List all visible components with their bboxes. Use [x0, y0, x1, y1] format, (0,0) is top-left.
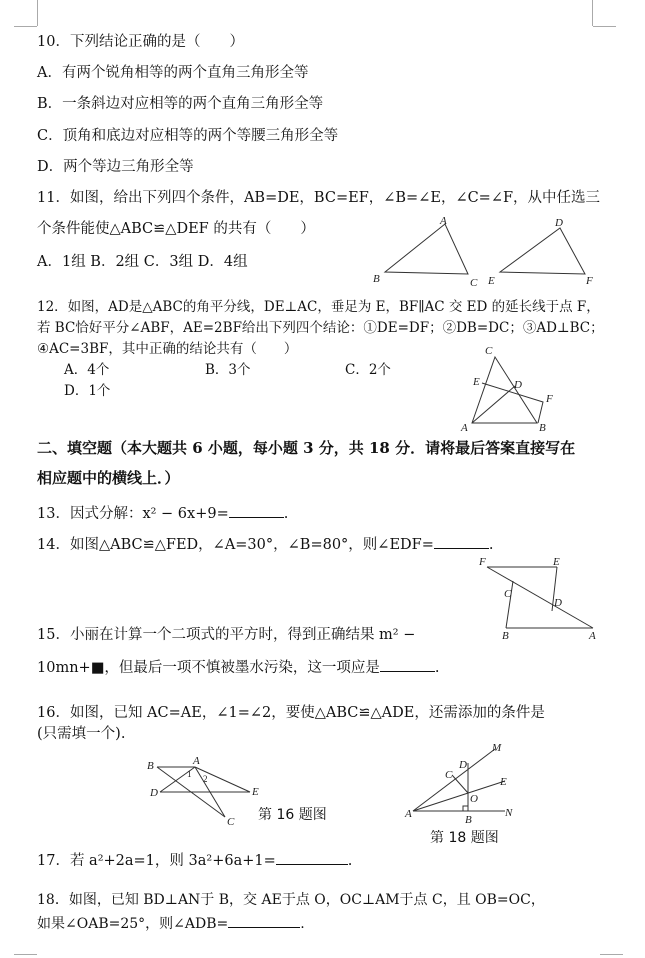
svg-text:2: 2	[203, 774, 208, 784]
q15-line2: 10mn+■，但最后一项不慎被墨水污染，这一项应是 .	[37, 657, 440, 677]
svg-text:A: A	[589, 630, 596, 642]
q10-option-d: D．两个等边三角形全等	[37, 159, 194, 175]
q15-line1: 15．小丽在计算一个二项式的平方时，得到正确结果 m² −	[37, 627, 416, 643]
q10-option-c: C．顶角和底边对应相等的两个等腰三角形全等	[37, 128, 339, 144]
q13: 13．因式分解：x² − 6x+9= .	[37, 503, 288, 523]
q18-figure	[405, 742, 520, 826]
crop-mark	[37, 0, 38, 26]
q13-answer-blank[interactable]	[229, 503, 284, 518]
svg-text:O: O	[470, 793, 478, 805]
svg-text:B: B	[373, 273, 380, 285]
svg-text:1: 1	[187, 769, 192, 779]
svg-text:E: E	[252, 786, 259, 798]
q10-stem: 10．下列结论正确的是（ ）	[37, 34, 244, 50]
svg-text:D: D	[514, 379, 522, 391]
svg-text:M: M	[492, 742, 502, 754]
q18-line2: 如果∠OAB=25°，则∠ADB= .	[37, 913, 305, 933]
svg-text:E: E	[473, 376, 480, 388]
svg-text:B: B	[465, 814, 472, 826]
q16-line1: 16．如图，已知 AC=AE，∠1=∠2，要使△ABC≌△ADE，还需添加的条件是	[37, 705, 545, 721]
q12-line1: 12．如图，AD是△ABC的角平分线，DE⊥AC，垂足为 E，BF∥AC 交 ED 的延长线于点 F，	[37, 299, 600, 315]
svg-text:N: N	[505, 807, 513, 819]
q16-figure	[145, 755, 265, 830]
svg-text:A: A	[405, 808, 412, 820]
q11-line2: 个条件能使△ABC≌△DEF 的共有（ ）	[37, 221, 315, 237]
svg-text:C: C	[470, 277, 478, 289]
q12-line3: ④AC=3BF，其中正确的结论共有（ ）	[37, 341, 298, 357]
svg-text:C: C	[485, 345, 493, 357]
q16-figure-caption: 第 16 题图	[258, 807, 327, 823]
svg-text:D: D	[459, 759, 467, 771]
q12-option-c: C．2个	[345, 362, 391, 378]
q16-line2: (只需填一个).	[37, 726, 126, 742]
svg-text:B: B	[539, 422, 546, 434]
svg-text:F: F	[586, 275, 593, 287]
q17-answer-blank[interactable]	[276, 850, 348, 865]
q14: 14．如图△ABC≌△FED，∠A=30°，∠B=80°，则∠EDF= .	[37, 534, 493, 554]
q14-figure	[475, 553, 595, 643]
svg-text:A: A	[440, 215, 447, 227]
q10-option-a: A．有两个锐角相等的两个直角三角形全等	[37, 65, 309, 81]
q12-option-d: D．1个	[64, 383, 111, 399]
svg-text:C: C	[445, 769, 453, 781]
q11-options: A．1组 B．2组 C．3组 D．4组	[37, 254, 248, 270]
q11-line1: 11．如图，给出下列四个条件，AB=DE，BC=EF，∠B=∠E，∠C=∠F，从中任选三	[37, 190, 601, 206]
svg-text:E: E	[488, 275, 495, 287]
q12-line2: 若 BC恰好平分∠ABF，AE=2BF给出下列四个结论：①DE=DF；②DB=DC；③AD⊥BC；	[37, 320, 604, 336]
q14-answer-blank[interactable]	[434, 534, 489, 549]
q10-option-b: B．一条斜边对应相等的两个直角三角形全等	[37, 96, 324, 112]
svg-text:D: D	[150, 787, 158, 799]
crop-mark	[592, 0, 593, 26]
svg-text:F: F	[546, 393, 553, 405]
svg-text:C: C	[227, 816, 235, 828]
crop-mark	[14, 954, 37, 955]
q17: 17．若 a²+2a=1，则 3a²+6a+1= .	[37, 850, 352, 870]
q12-option-b: B．3个	[205, 362, 251, 378]
section-title-line2: 相应题中的横线上．）	[37, 469, 180, 487]
q18-line1: 18．如图，已知 BD⊥AN于 B，交 AE于点 O，OC⊥AM于点 C，且 OB=OC，	[37, 892, 545, 908]
crop-mark	[593, 26, 616, 27]
q12-figure	[455, 345, 565, 435]
svg-text:B: B	[147, 760, 154, 772]
svg-text:A: A	[193, 755, 200, 767]
svg-text:C: C	[504, 588, 512, 600]
crop-mark	[14, 26, 37, 27]
section-title-line1: 二、填空题（本大题共 6 小题，每小题 3 分，共 18 分．请将最后答案直接写在	[37, 439, 576, 457]
svg-text:B: B	[502, 630, 509, 642]
q15-answer-blank[interactable]	[380, 657, 435, 672]
svg-text:F: F	[479, 556, 486, 568]
svg-text:E: E	[500, 776, 507, 788]
q18-figure-caption: 第 18 题图	[430, 830, 499, 846]
svg-text:A: A	[461, 422, 468, 434]
q12-option-a: A．4个	[64, 362, 110, 378]
q11-figure	[370, 212, 600, 292]
crop-mark	[600, 954, 623, 955]
q18-answer-blank[interactable]	[228, 913, 300, 928]
svg-text:D: D	[555, 217, 563, 229]
svg-text:E: E	[553, 556, 560, 568]
svg-text:D: D	[554, 597, 562, 609]
